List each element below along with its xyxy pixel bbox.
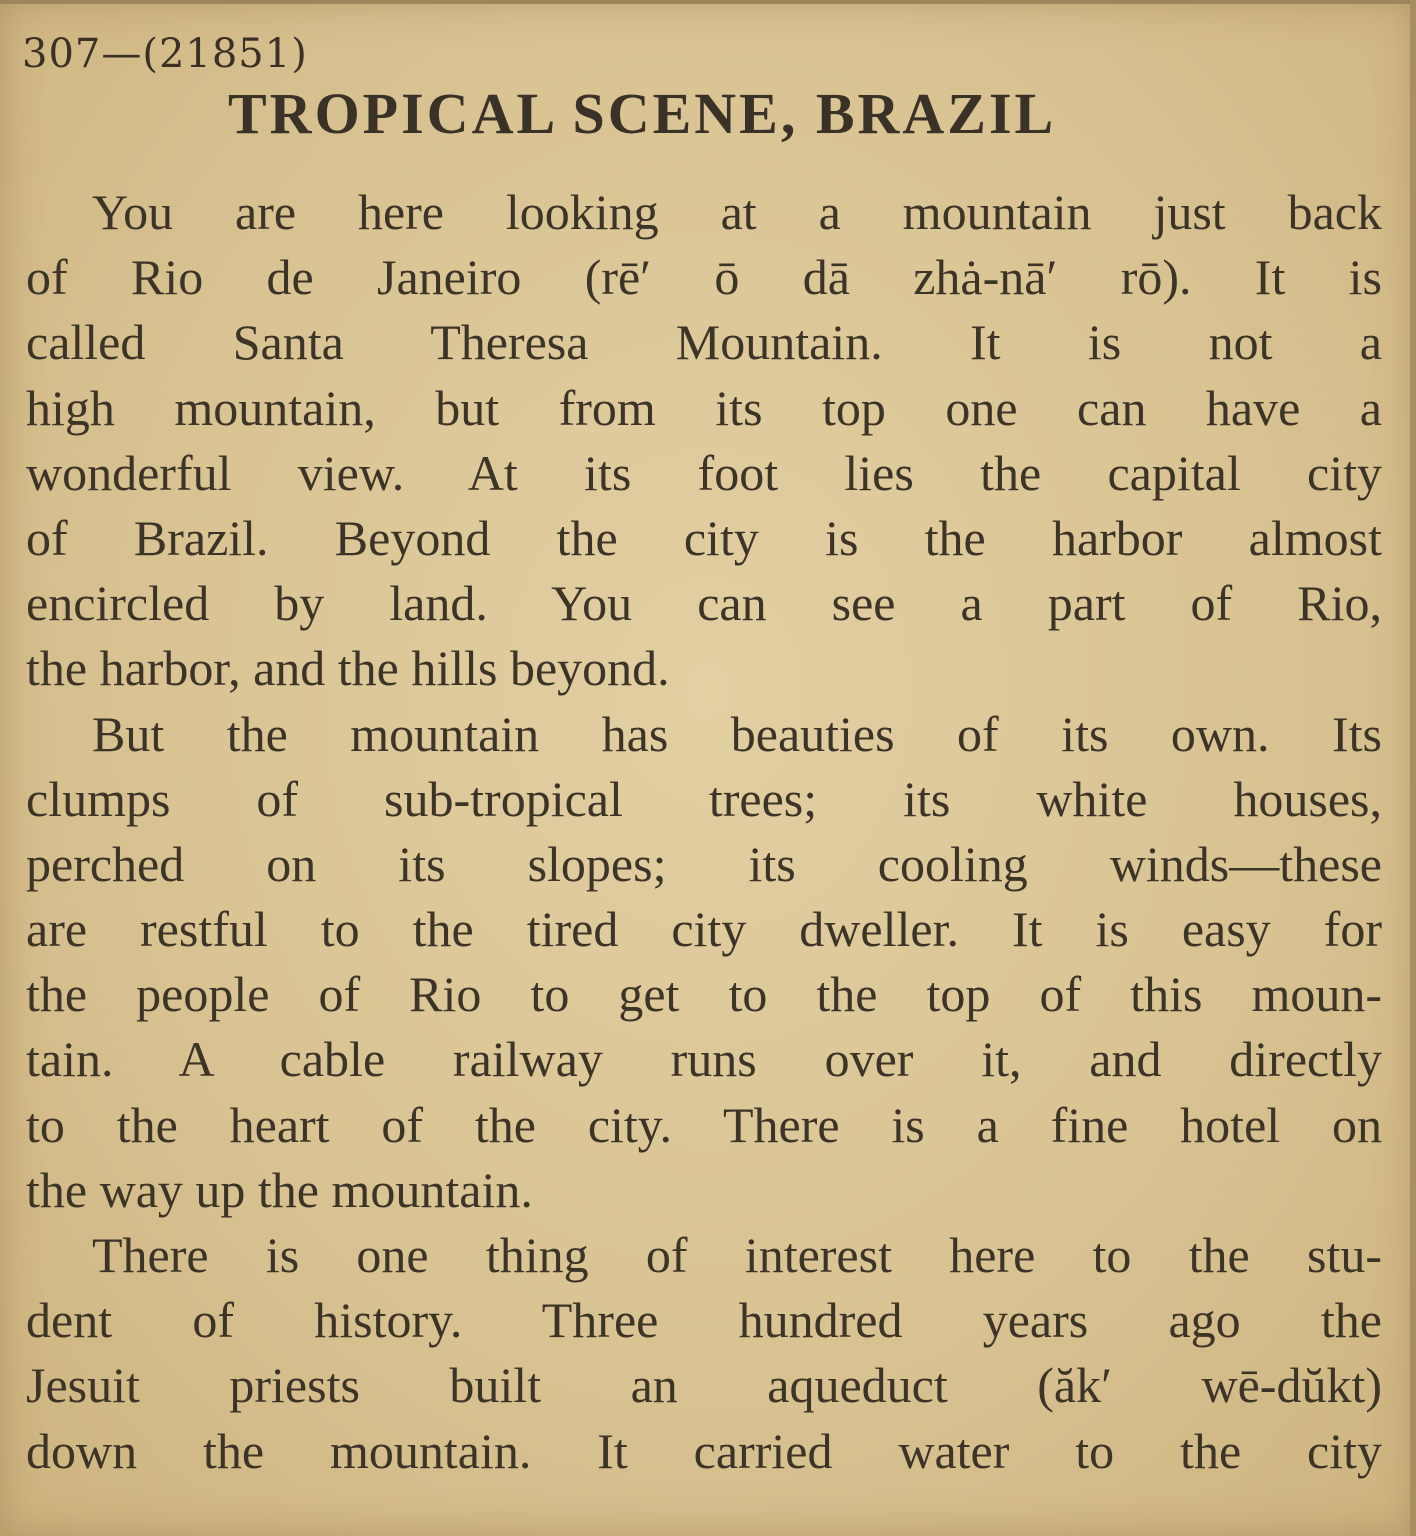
text-line: tain. A cable railway runs over it, and directly <box>26 1031 1382 1088</box>
text-line: to the heart of the city. There is a fine hotel on <box>26 1096 1382 1153</box>
text-line: You are here looking at a mountain just back <box>92 184 1382 240</box>
text-line: dent of history. Three hundred years ago the <box>26 1292 1382 1349</box>
catalog-number: 307—(21851) <box>22 31 308 77</box>
description-text <box>26 180 1382 1484</box>
text-line: down the mountain. It carried water to the city <box>26 1422 1382 1479</box>
text-line: called Santa Theresa Mountain. It is not a <box>26 314 1382 371</box>
text-line: wonderful view. At its foot lies the capital city <box>26 444 1382 501</box>
text-line: of Brazil. Beyond the city is the harbor almost <box>26 509 1382 566</box>
text-line: encircled by land. You can see a part of Rio, <box>26 575 1382 632</box>
text-line: the people of Rio to get to the top of this moun- <box>26 966 1382 1023</box>
text-line: There is one thing of interest here to the stu- <box>92 1227 1382 1283</box>
text-line: high mountain, but from its top one can have a <box>26 379 1382 436</box>
page-title: TROPICAL SCENE, BRAZIL <box>228 81 1057 146</box>
text-line: the way up the mountain. <box>26 1161 533 1218</box>
text-line: But the mountain has beauties of its own. Its <box>92 705 1382 762</box>
text-line: clumps of sub-tropical trees; its white houses, <box>26 770 1382 827</box>
text-line: perched on its slopes; its cooling winds—these <box>26 835 1382 892</box>
text-line: the harbor, and the hills beyond. <box>26 640 670 697</box>
text-line: of Rio de Janeiro (rē′ ō dā zhȧ-nā′ rō). It is <box>26 249 1382 306</box>
card-right-edge <box>1410 0 1416 1536</box>
text-line: Jesuit priests built an aqueduct (ăk′ wē-dŭkt) <box>26 1357 1382 1414</box>
text-line: are restful to the tired city dweller. It is easy for <box>26 901 1382 958</box>
card-top-edge <box>0 0 1416 4</box>
